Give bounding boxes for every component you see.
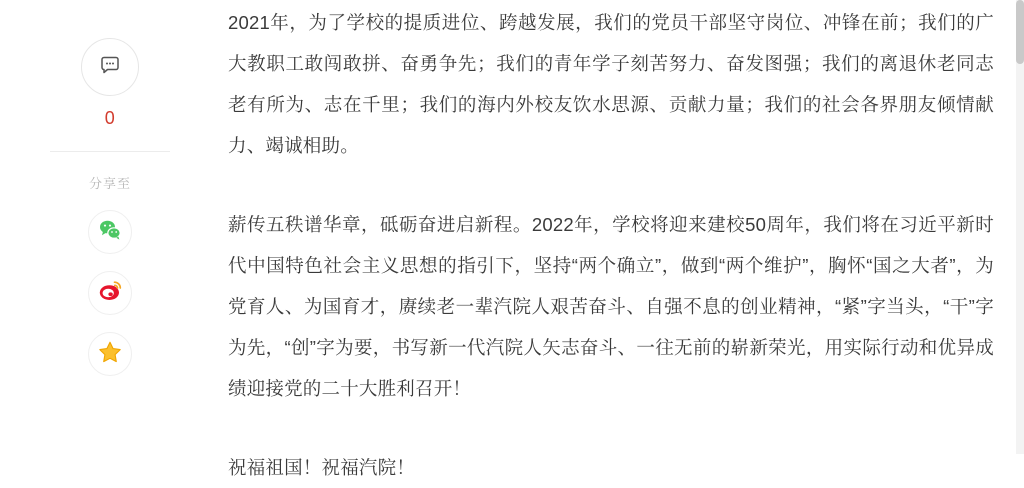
- comment-bubble-icon: [98, 53, 122, 82]
- page-scrollbar[interactable]: [1016, 0, 1024, 454]
- article-paragraph: 2021年，为了学校的提质进位、跨越发展，我们的党员干部坚守岗位、冲锋在前；我们的广大教职工敢闯敢拼、奋勇争先；我们的青年学子刻苦努力、奋发图强；我们的离退休老同志老有所为、志在千里；我们的海内外校友饮水思源、贡献力量；我们的社会各界朋友倾情献力、竭诚相助。: [228, 12, 994, 156]
- star-icon: [97, 339, 123, 370]
- share-label: 分享至: [88, 176, 131, 191]
- article-paragraph: 祝福祖国！祝福汽院！: [228, 457, 416, 478]
- action-rail: [0, 0, 220, 454]
- share-list: [88, 210, 132, 376]
- share-favorite-button[interactable]: [88, 332, 132, 376]
- comment-block: [81, 38, 139, 127]
- rail-divider: [50, 151, 170, 152]
- article-body: [220, 0, 1024, 478]
- share-wechat-button[interactable]: [88, 210, 132, 254]
- scrollbar-thumb[interactable]: [1016, 0, 1024, 64]
- share-weibo-button[interactable]: [88, 271, 132, 315]
- weibo-icon: [97, 278, 123, 309]
- article-paragraph: 薪传五秩谱华章，砥砺奋进启新程。2022年，学校将迎来建校50周年，我们将在习近平新时代中国特色社会主义思想的指引下，坚持“两个确立”，做到“两个维护”，胸怀“国之大者”，为党育人、为国育才，赓续老一辈汽院人艰苦奋斗、自强不息的创业精神，“紧”字当头，“干”字为先，“创”字为要，书写新一代汽院人矢志奋斗、一往无前的崭新荣光，用实际行动和优异成绩迎接党的二十大胜利召开！: [228, 214, 994, 399]
- wechat-icon: [97, 217, 123, 248]
- comment-count: 0: [104, 108, 116, 128]
- comment-button[interactable]: [81, 38, 139, 96]
